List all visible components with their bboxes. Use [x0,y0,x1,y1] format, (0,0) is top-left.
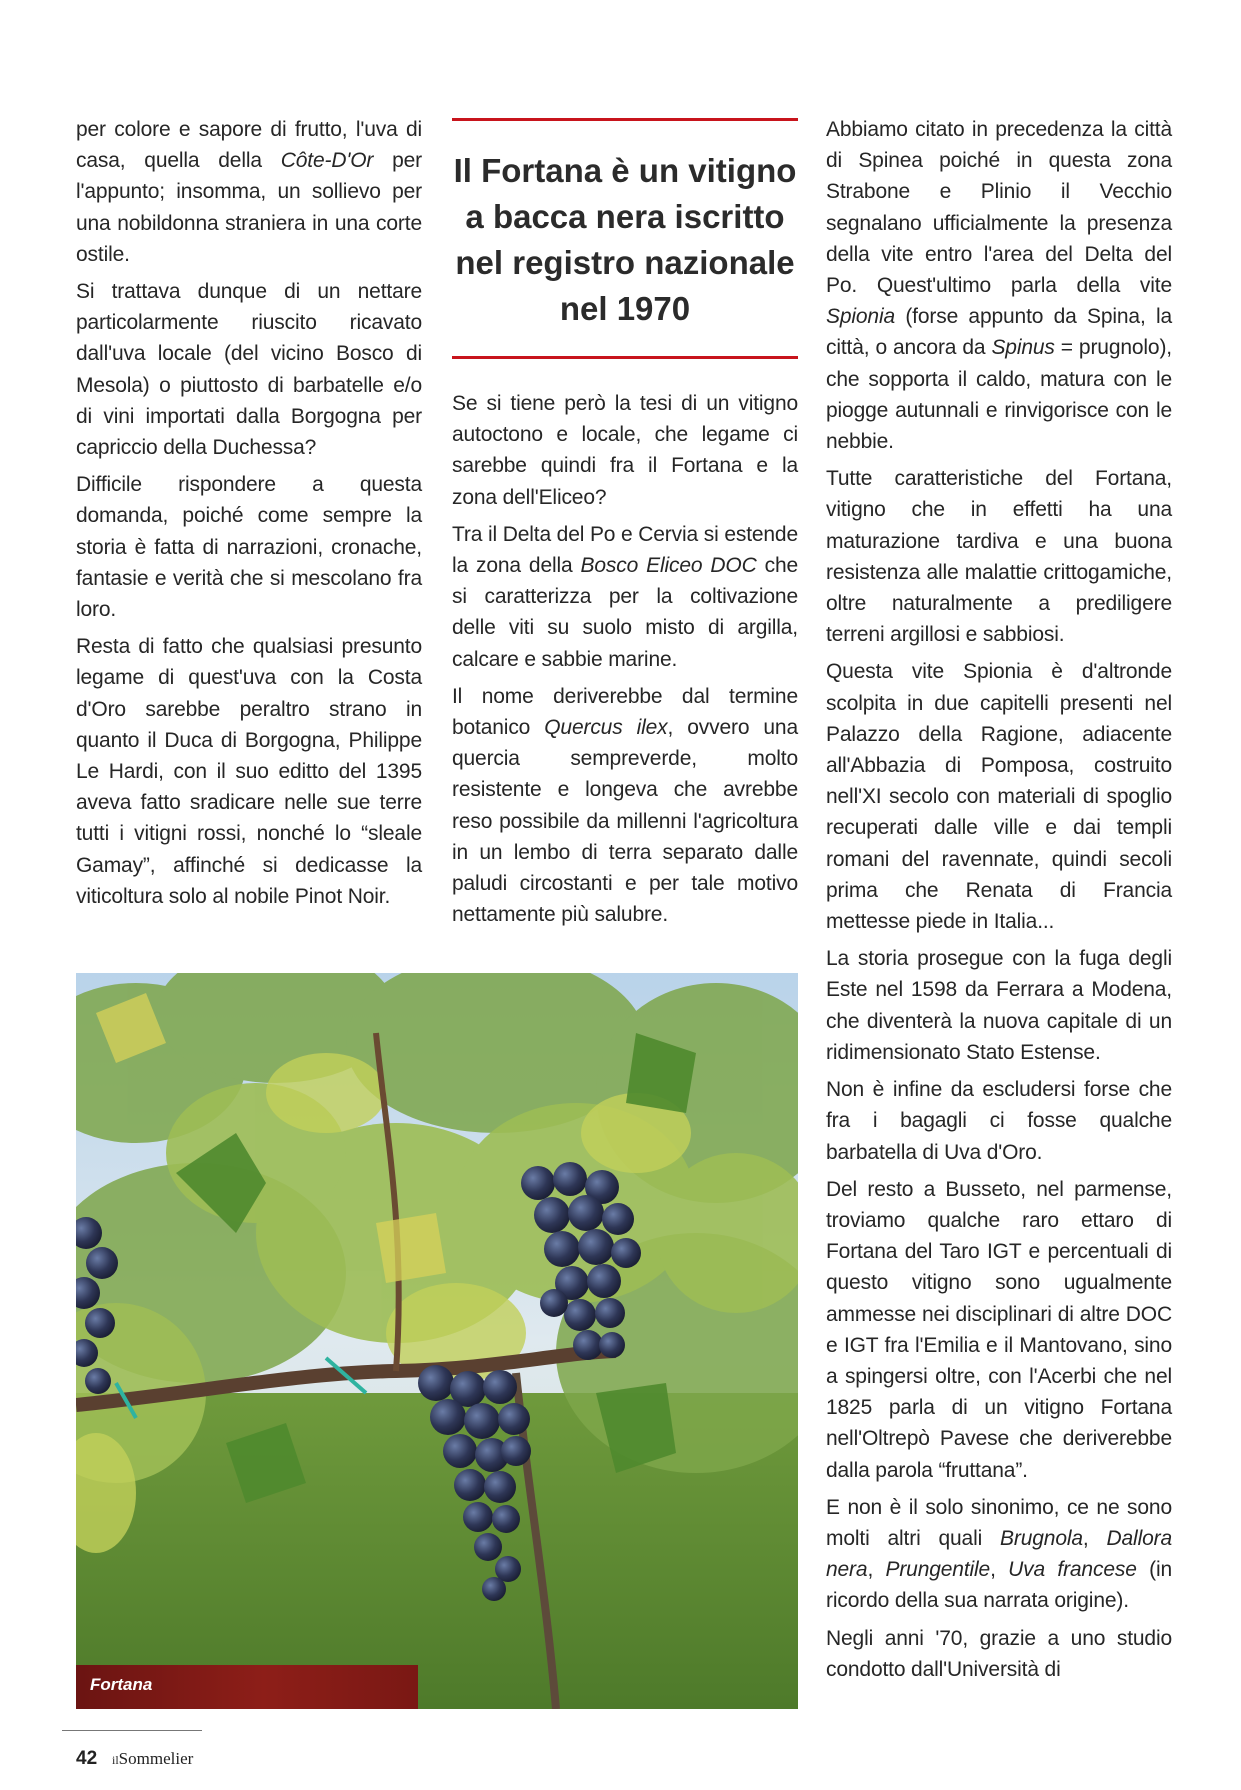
paragraph: Se si tiene però la tesi di un vitigno autoctono e locale, che legame ci sarebbe quindi fra il Fortana e la zona dell'Eliceo? [452,392,798,509]
grapevine-illustration [76,973,798,1709]
paragraph: Si trattava dunque di un nettare particolarmente riuscito ricavato dall'uva locale (del vicino Bosco di Mesola) o piuttosto di barbatelle e/o di vini importati dalla Borgogna per capriccio della Duchessa? [76,280,422,460]
paragraph: Non è infine da escludersi forse che fra i bagagli ci fosse qualche barbatella di Uva d'Oro. [826,1078,1172,1164]
paragraph: Abbiamo citato in precedenza la città di Spinea poiché in questa zona Strabone e Plinio il Vecchio segnalano ufficialmente la presenza della vite entro l'area del Delta del Po. Quest'ultimo parla della vite Spionia (forse appunto da Spina, la città, o ancora da Spinus = prugnolo), che sopporta il caldo, matura con le piogge autunnali e rinvigorisce con le nebbie. [826,118,1172,454]
magazine-name: ilSommelier [112,1749,194,1768]
paragraph: Tutte caratteristiche del Fortana, vitigno che in effetti ha una maturazione tardiva e una buona resistenza alle malattie crittogamiche, oltre naturalmente a prediligere terreni argillosi e sabbiosi. [826,467,1172,647]
paragraph: Il nome deriverebbe dal termine botanico Quercus ilex, ovvero una quercia sempreverde, molto resistente e longeva che avrebbe reso possibile da millenni l'agricoltura in un lembo di terra separato dalle paludi circostanti e per tale motivo nettamente più salubre. [452,684,798,927]
article-column-1 [76,114,422,918]
paragraph: La storia prosegue con la fuga degli Este nel 1598 da Ferrara a Modena, che diventerà la nuova capitale di un ridimensionato Stato Estense. [826,947,1172,1064]
article-column-2 [452,388,798,936]
paragraph: Negli anni '70, grazie a uno studio condotto dall'Università di [826,1626,1172,1681]
paragraph: Tra il Delta del Po e Cervia si estende la zona della Bosco Eliceo DOC che si caratterizza per la coltivazione delle viti su suolo misto di argilla, calcare e sabbie marine. [452,522,799,671]
article-column-3 [826,114,1172,1691]
pull-quote [452,118,798,358]
paragraph: E non è il solo sinonimo, ce ne sono molti altri quali Brugnola, Dallora nera, Prungentile, Uva francese (in ricordo della sua narrata origine). [826,1495,1172,1613]
paragraph: Difficile rispondere a questa domanda, poiché come sempre la storia è fatta di narrazioni, cronache, fantasie e verità che si mescolano fra loro. [76,473,422,622]
grapevine-photo [76,973,798,1709]
paragraph: Del resto a Busseto, nel parmense, troviamo qualche raro ettaro di Fortana del Taro IGT e percentuali di questo vitigno sono ugualmente ammesse nei disciplinari di altre DOC e IGT fra l'Emilia e il Mantovano, sino a spingersi oltre, con l'Acerbi che nel 1825 parla di un vitigno Fortana nell'Oltrepò Pavese che deriverebbe dalla parola “fruttana”. [826,1177,1172,1482]
paragraph: per colore e sapore di frutto, l'uva di casa, quella della Côte-D'Or per l'appunto; insomma, un sollievo per una nobildonna straniera in una corte ostile. [76,118,422,266]
photo-caption: Fortana [90,1675,153,1694]
paragraph: Questa vite Spionia è d'altronde scolpita in due capitelli presenti nel Palazzo della Ragione, adiacente all'Abbazia di Pomposa, costruito nell'XI secolo con materiali di spoglio recuperati dalle ville e dai templi romani del ravennate, quindi secoli prima che Renata di Francia mettesse piede in Italia... [826,660,1172,934]
paragraph: Resta di fatto che qualsiasi presunto legame di quest'uva con la Costa d'Oro sarebbe peraltro strano in quanto il Duca di Borgogna, Philippe Le Hardi, con il suo editto del 1395 aveva fatto sradicare nelle sue terre tutti i vitigni rossi, nonché lo “sleale Gamay”, affinché si dedicasse la viticoltura solo al nobile Pinot Noir. [76,635,422,908]
page-number: 42 [76,1748,98,1769]
pull-quote-bottom-rule [452,356,798,359]
photo-caption-band [76,1665,418,1709]
pull-quote-top-rule [452,118,798,121]
footer-rule [62,1730,202,1731]
pull-quote-text: Il Fortana è un vitigno a bacca nera iscritto nel registro nazionale nel 1970 [453,152,797,327]
